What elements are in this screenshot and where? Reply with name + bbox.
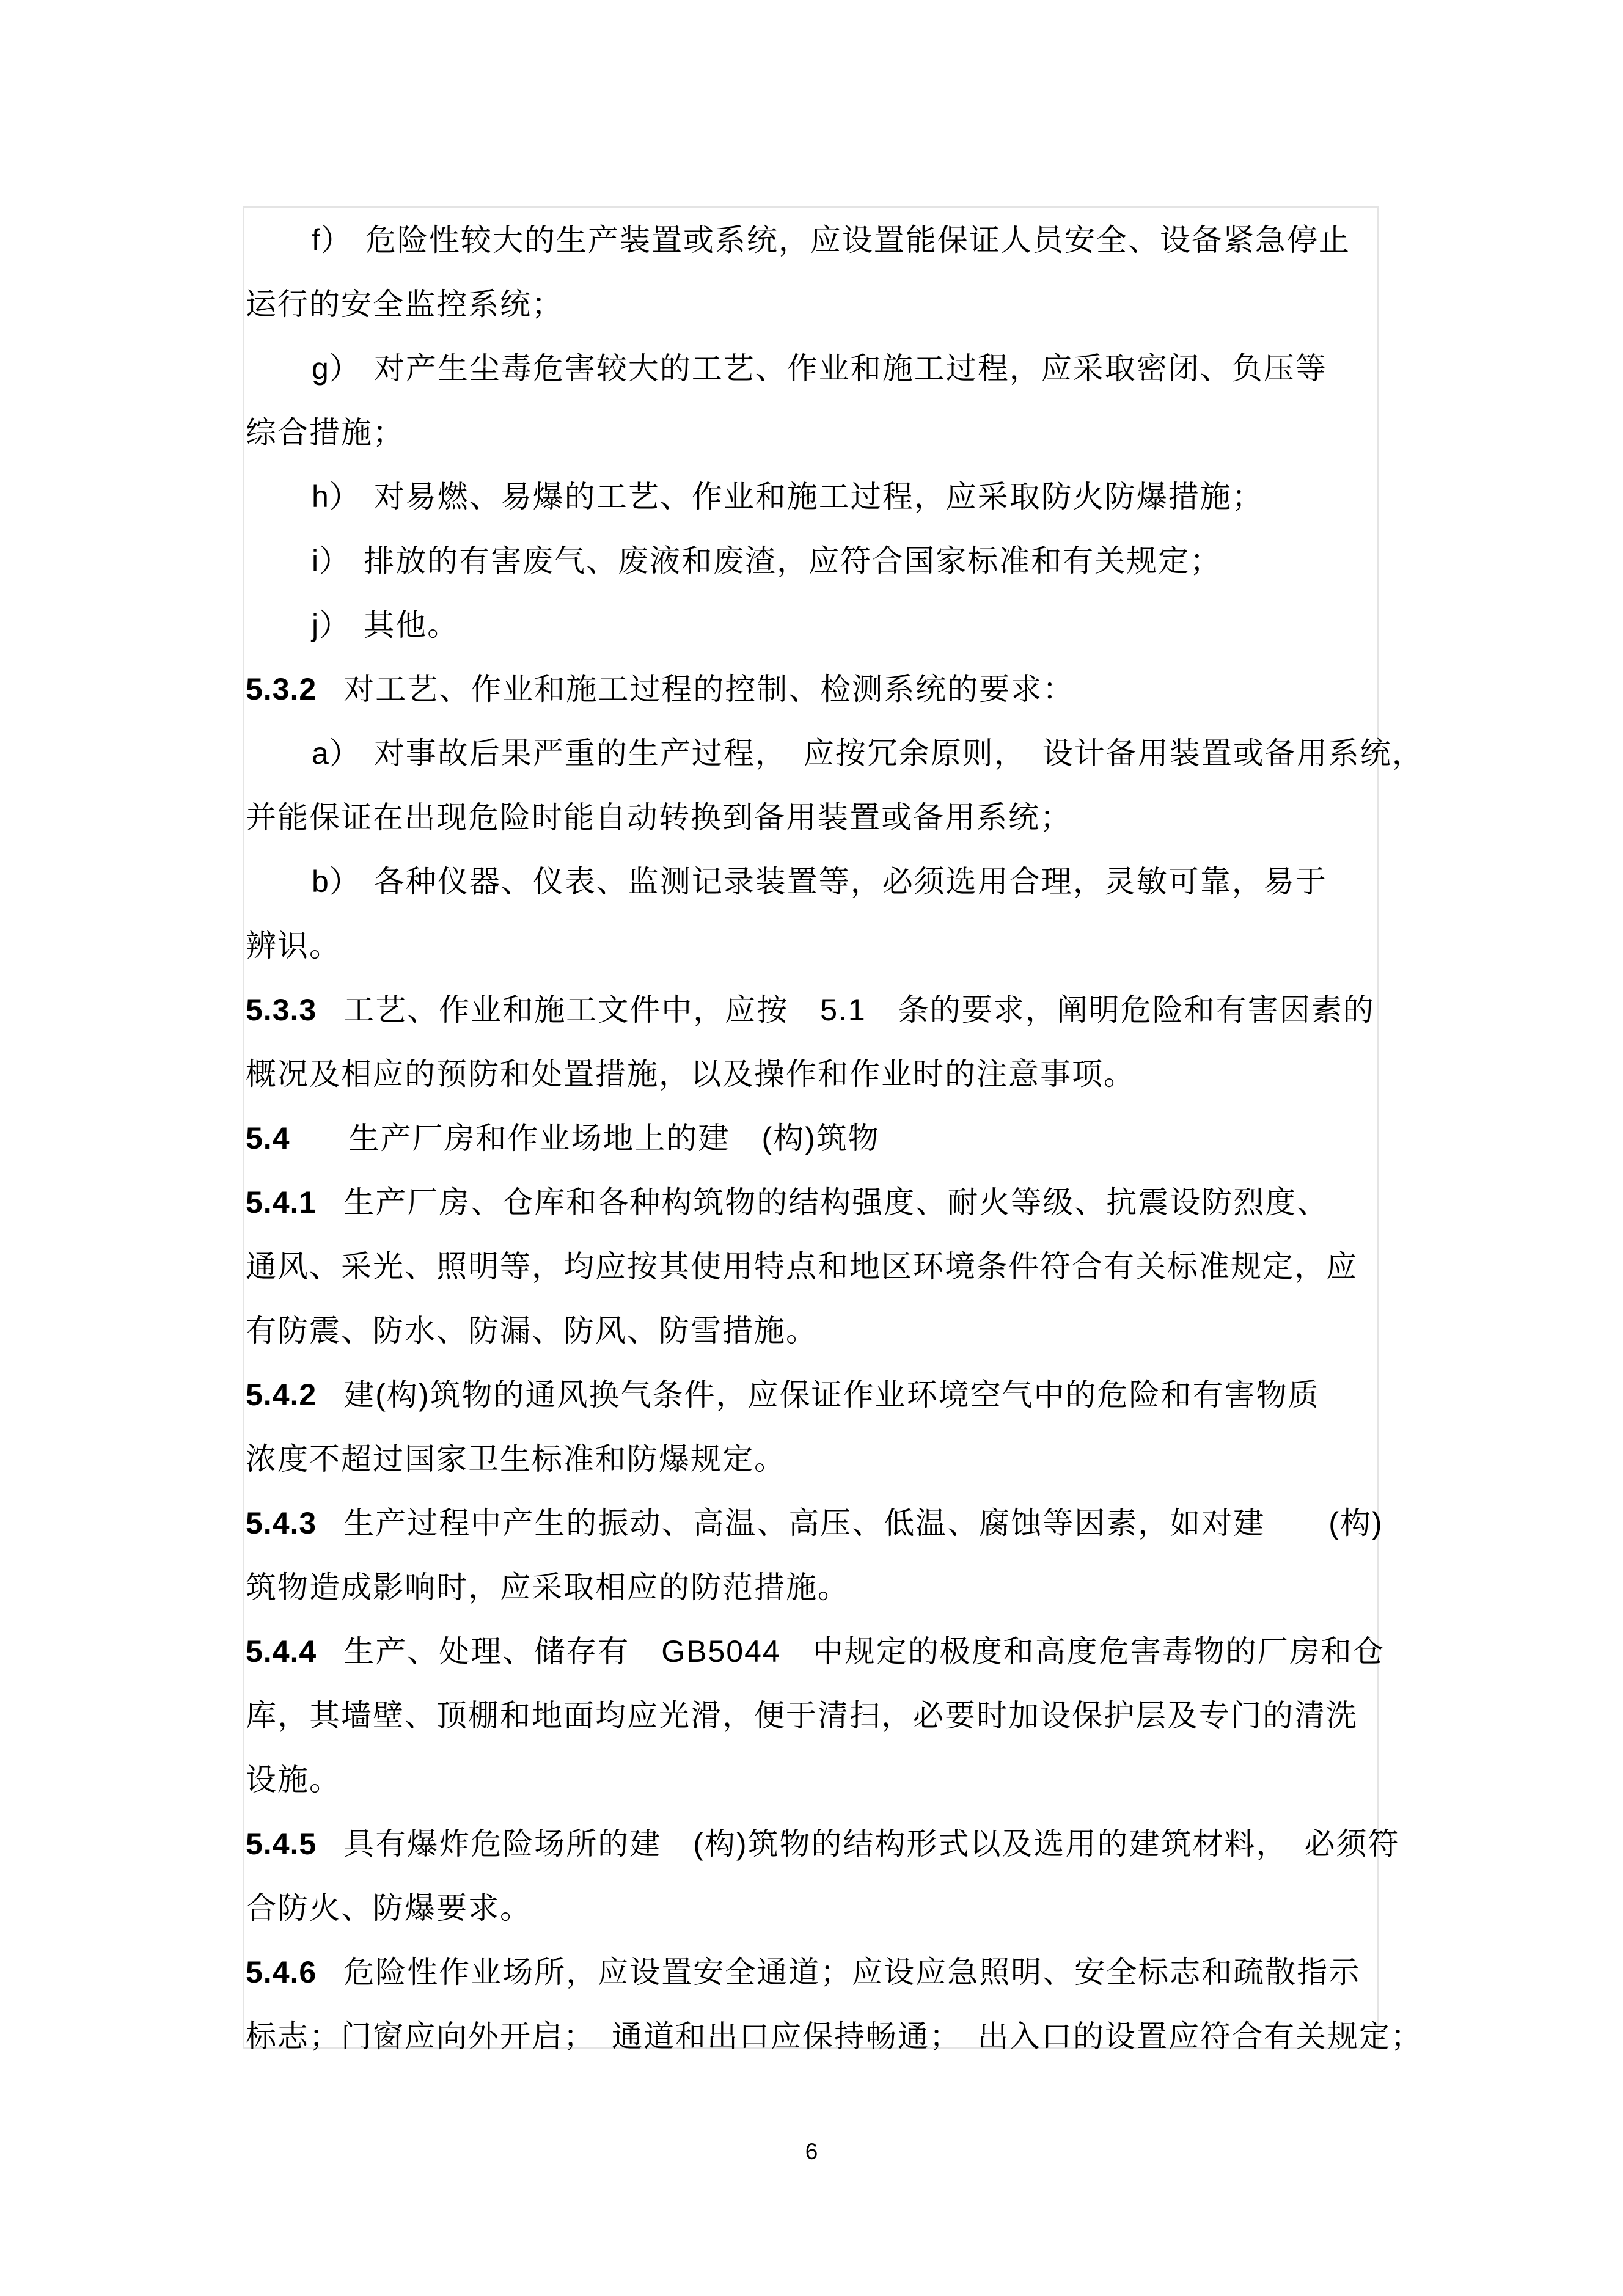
section-number: 5.4.5 [246,1827,317,1861]
line-text: 综合措施； [246,415,405,450]
text-line [244,478,1377,543]
line-text: 各种仪器、仪表、监测记录装置等，必须选用合理，灵敏可靠，易于 [373,865,1327,899]
line-text: 对易燃、易爆的工艺、作业和施工过程，应采取防火防爆措施； [373,480,1264,514]
line-text: 浓度不超过国家卫生标准和防爆规定。 [246,1442,786,1476]
section-number: 5.4.4 [246,1634,317,1669]
section-number: 5.4 [246,1121,290,1155]
text-line [244,1954,1377,2018]
item-letter: a） [312,736,361,770]
line-text: 有防震、防水、防漏、防风、防雪措施。 [246,1314,818,1348]
line-text: 合防火、防爆要求。 [246,1891,532,1925]
text-block [244,222,1424,2082]
line-text: 生产厂房和作业场地上的建 (构)筑物 [317,1121,880,1155]
text-line [244,863,1377,927]
text-line [244,286,1377,350]
item-letter: j） [312,608,351,642]
line-text: 库，其墙壁、顶棚和地面均应光滑，便于清扫，必要时加设保护层及专门的清洗 [246,1698,1358,1733]
text-line [244,1056,1377,1120]
text-line [244,1697,1377,1761]
text-line [244,1441,1377,1505]
item-letter: i） [312,544,351,578]
item-letter: h） [312,480,361,514]
text-line [244,1120,1377,1184]
text-line [244,543,1377,607]
line-text: 危险性作业场所，应设置安全通道；应设应急照明、安全标志和疏散指示 [343,1955,1361,1989]
line-text: 工艺、作业和施工文件中，应按 5.1 条的要求，阐明危险和有害因素的 [343,993,1375,1027]
section-number: 5.4.3 [246,1506,317,1540]
line-text: 对工艺、作业和施工过程的控制、检测系统的要求： [343,672,1075,706]
text-line [244,1890,1377,1954]
page-number: 6 [805,2139,818,2164]
line-text: 并能保证在出现危险时能自动转换到备用装置或备用系统； [246,800,1072,835]
text-line [244,1569,1377,1633]
line-text: 生产厂房、仓库和各种构筑物的结构强度、耐火等级、抗震设防烈度、 [343,1185,1329,1219]
text-line [244,1184,1377,1248]
line-text: 其他。 [364,608,460,642]
text-line [244,1505,1383,1569]
item-letter: f） [312,223,352,257]
line-text: 对事故后果严重的生产过程， 应按冗余原则， 设计备用装置或备用系统， [373,736,1424,770]
text-line [244,1377,1377,1441]
text-line [244,992,1377,1056]
section-number: 5.4.6 [246,1955,317,1989]
section-number: 5.4.1 [246,1185,317,1219]
section-number: 5.3.2 [246,672,317,706]
line-text: 危险性较大的生产装置或系统，应设置能保证人员安全、设备紧急停止 [365,223,1350,257]
line-text: 对产生尘毒危害较大的工艺、作业和施工过程，应采取密闭、负压等 [373,351,1327,386]
line-text: 设施。 [246,1763,341,1797]
text-line [244,607,1377,671]
line-text: 通风、采光、照明等，均应按其使用特点和地区环境条件符合有关标准规定，应 [246,1249,1358,1284]
text-line [244,2018,1423,2082]
item-letter: g） [312,351,361,386]
text-line [244,735,1424,799]
line-text: 筑物造成影响时，应采取相应的防范措施。 [246,1570,849,1604]
text-line [244,1761,1377,1826]
text-line [244,671,1377,735]
text-line [244,350,1377,414]
line-text: 运行的安全监控系统； [246,287,563,321]
text-line [244,1312,1377,1377]
section-number: 5.3.3 [246,993,317,1027]
line-text: 辨识。 [246,929,341,963]
section-number: 5.4.2 [246,1378,317,1412]
text-line [244,927,1377,992]
text-line [244,799,1377,863]
line-text: 具有爆炸危险场所的建 (构)筑物的结构形式以及选用的建筑材料， 必须符 [343,1827,1400,1861]
line-text: 标志；门窗应向外开启； 通道和出口应保持畅通； 出入口的设置应符合有关规定； [246,2019,1423,2053]
line-text: 生产、处理、储存有 GB5044 中规定的极度和高度危害毒物的厂房和仓 [343,1634,1385,1669]
text-line [244,414,1377,478]
line-text: 建(构)筑物的通风换气条件，应保证作业环境空气中的危险和有害物质 [343,1378,1320,1412]
line-text: 概况及相应的预防和处置措施，以及操作和作业时的注意事项。 [246,1057,1135,1091]
text-line [244,1633,1385,1697]
item-letter: b） [312,865,361,899]
text-line [244,222,1377,286]
text-line [244,1826,1400,1890]
text-line [244,1248,1377,1312]
line-text: 排放的有害废气、废液和废渣，应符合国家标准和有关规定； [364,544,1222,578]
line-text: 生产过程中产生的振动、高温、高压、低温、腐蚀等因素，如对建 (构) [343,1506,1383,1540]
